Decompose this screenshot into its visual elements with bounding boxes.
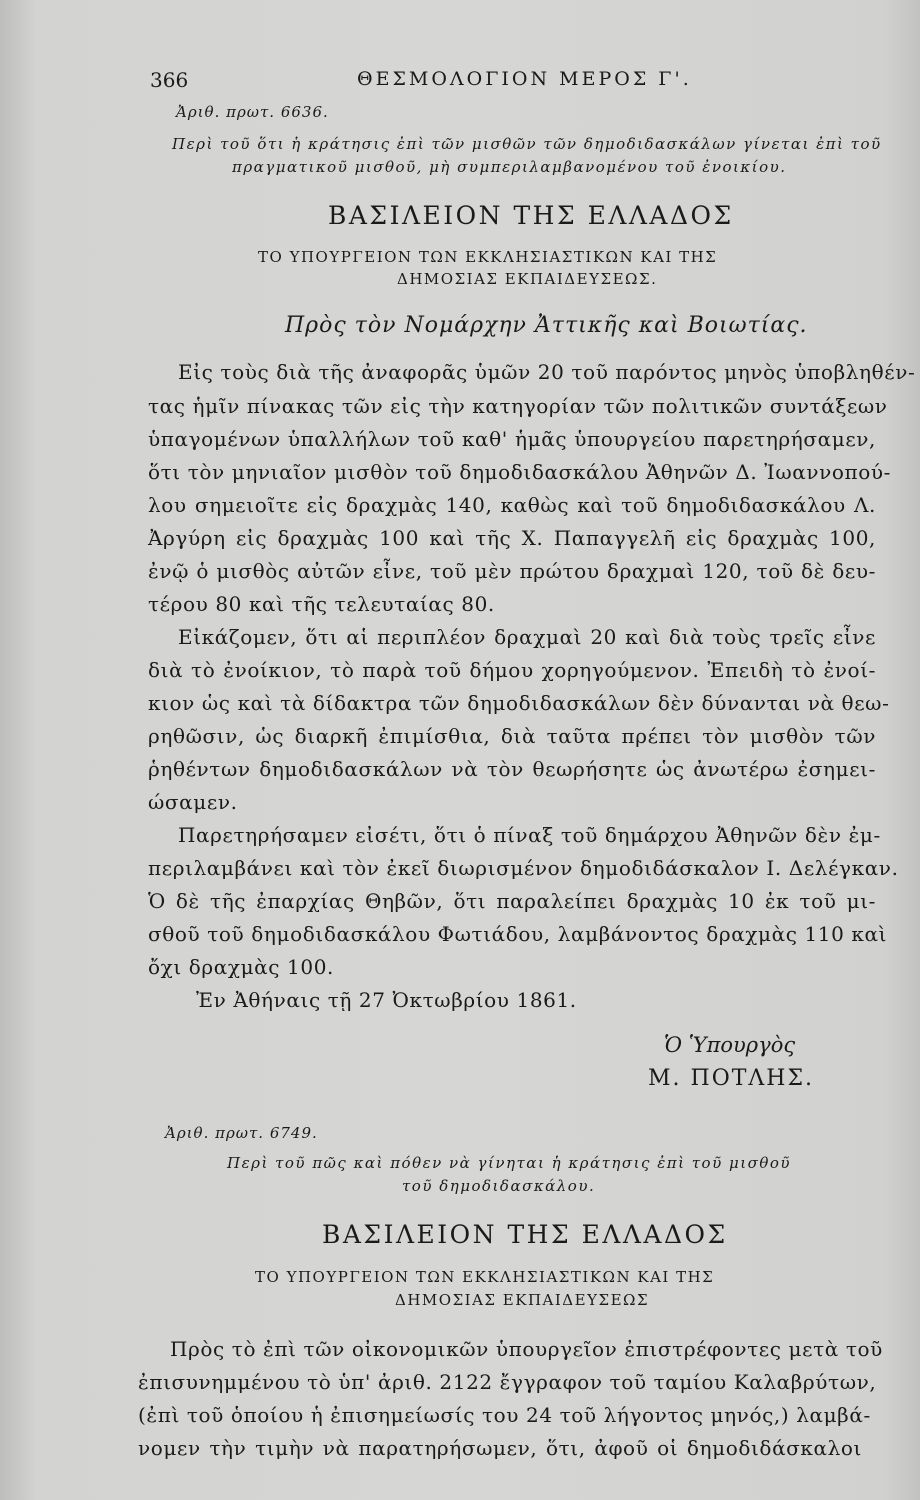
body-line: λου σημειοῖτε εἰς δραχμὰς 140, καθὼς καὶ τοῦ δημοδιδασκάλου Λ. — [148, 493, 876, 517]
body-line: ώσαμεν. — [148, 790, 238, 814]
body-line: σθοῦ τοῦ δημοδιδασκάλου Φωτιάδου, λαμβάνοντος δραχμὰς 110 καὶ — [148, 922, 888, 946]
doc2-kingdom-heading: ΒΑΣΙΛΕΙΟΝ ΤΗΣ ΕΛΛΑΔΟΣ — [322, 1220, 728, 1249]
body-line: Ἀργύρη εἰς δραχμὰς 100 καὶ τῆς Χ. Παπαγγελῆ εἰς δραχμὰς 100, — [148, 526, 876, 550]
body-line: (ἐπὶ τοῦ ὁποίου ἡ ἐπισημείωσίς του 24 τοῦ λήγοντος μηνός,) λαμβά- — [138, 1403, 871, 1427]
doc1-addressee: Πρὸς τὸν Νομάρχην Ἀττικῆς καὶ Βοιωτίας. — [285, 313, 808, 338]
body-line: Ὁ δὲ τῆς ἐπαρχίας Θηβῶν, ὅτι παραλείπει δραχμὰς 10 ἐκ τοῦ μι- — [148, 889, 876, 913]
body-line: διὰ τὸ ἐνοίκιον, τὸ παρὰ τοῦ δήμου χορηγούμενον. Ἐπειδὴ τὸ ἐνοί- — [148, 658, 876, 682]
body-line: κιον ὡς καὶ τὰ δίδακτρα τῶν δημοδιδασκάλων δὲν δύνανται νὰ θεω- — [148, 691, 890, 715]
doc1-ministry-heading: ΔΗΜΟΣΙΑΣ ΕΚΠΑΙΔΕΥΣΕΩΣ. — [397, 270, 658, 288]
body-line: νομεν τὴν τιμὴν νὰ παρατηρήσωμεν, ὅτι, ἀφοῦ οἱ δημοδιδάσκαλοι — [138, 1436, 862, 1460]
doc1-protocol-number: Ἀριθ. πρωτ. 6636. — [176, 103, 329, 121]
body-line: περιλαμβάνει καὶ τὸν ἐκεῖ διωρισμένον δημοδιδάσκαλον Ι. Δελέγκαν. — [148, 856, 899, 880]
signature-title: Ὁ Ὑπουργὸς — [664, 1033, 796, 1057]
body-line: ὑπαγομένων ὑπαλλήλων τοῦ καθ' ἡμᾶς ὑπουργείου παρετηρήσαμεν, — [148, 427, 876, 451]
doc2-ministry-heading: ΔΗΜΟΣΙΑΣ ΕΚΠΑΙΔΕΥΣΕΩΣ — [395, 1291, 650, 1309]
body-line: ἐπισυνημμένου τὸ ὑπ' ἀριθ. 2122 ἔγγραφον τοῦ ταμίου Καλαβρύτων, — [138, 1370, 877, 1394]
doc2-subject-line: τοῦ δημοδιδασκάλου. — [402, 1177, 596, 1195]
doc1-kingdom-heading: ΒΑΣΙΛΕΙΟΝ ΤΗΣ ΕΛΛΑΔΟΣ — [328, 201, 734, 230]
doc2-protocol-number: Ἀριθ. πρωτ. 6749. — [165, 1124, 318, 1142]
doc2-subject-line: Περὶ τοῦ πῶς καὶ πόθεν νὰ γίνηται ἡ κράτησις ἐπὶ τοῦ μισθοῦ — [227, 1154, 792, 1172]
doc1-subject-line: Περὶ τοῦ ὅτι ἡ κράτησις ἐπὶ τῶν μισθῶν τῶν δημοδιδασκάλων γίνεται ἐπὶ τοῦ — [172, 135, 882, 153]
body-line: Εἰκάζομεν, ὅτι αἱ περιπλέον δραχμαὶ 20 καὶ διὰ τοὺς τρεῖς εἶνε — [178, 625, 876, 649]
doc1-ministry-heading: ΤΟ ΥΠΟΥΡΓΕΙΟΝ ΤΩΝ ΕΚΚΛΗΣΙΑΣΤΙΚΩΝ ΚΑΙ ΤΗΣ — [258, 248, 718, 266]
body-line: τέρου 80 καὶ τῆς τελευταίας 80. — [148, 592, 495, 616]
body-line: Πρὸς τὸ ἐπὶ τῶν οἰκονομικῶν ὑπουργεῖον ἐπιστρέφοντες μετὰ τοῦ — [170, 1337, 883, 1361]
body-line: ἐνῷ ὁ μισθὸς αὐτῶν εἶνε, τοῦ μὲν πρώτου δραχμαὶ 120, τοῦ δὲ δευ- — [148, 559, 876, 583]
body-line: τας ἡμῖν πίνακας τῶν εἰς τὴν κατηγορίαν τῶν πολιτικῶν συντάξεων — [148, 394, 888, 418]
body-line: ὄχι δραχμὰς 100. — [148, 955, 334, 979]
page-number: 366 — [150, 68, 189, 92]
body-line: Εἰς τοὺς διὰ τῆς ἀναφορᾶς ὑμῶν 20 τοῦ παρόντος μηνὸς ὑποβληθέν- — [178, 360, 916, 384]
doc1-subject-line: πραγματικοῦ μισθοῦ, μὴ συμπεριλαμβανομένου τοῦ ἐνοικίου. — [232, 158, 787, 176]
body-line: Παρετηρήσαμεν εἰσέτι, ὅτι ὁ πίναξ τοῦ δημάρχου Ἀθηνῶν δὲν ἐμ- — [178, 823, 881, 847]
body-line: ρηθῶσιν, ὡς διαρκῆ ἐπιμίσθια, διὰ ταῦτα πρέπει τὸν μισθὸν τῶν — [148, 724, 876, 748]
signature-name: Μ. ΠΟΤΛΗΣ. — [648, 1066, 815, 1091]
body-line: ὅτι τὸν μηνιαῖον μισθὸν τοῦ δημοδιδασκάλου Ἀθηνῶν Δ. Ἰωαννοπού- — [148, 460, 892, 484]
body-line: ῥηθέντων δημοδιδασκάλων νὰ τὸν θεωρήσητε ὡς ἀνωτέρω ἐσημει- — [148, 757, 876, 781]
running-title: ΘΕΣΜΟΛΟΓΙΟΝ ΜΕΡΟΣ Γ'. — [357, 68, 692, 90]
date-line: Ἐν Ἀθήναις τῇ 27 Ὀκτωβρίου 1861. — [196, 988, 577, 1012]
doc2-ministry-heading: ΤΟ ΥΠΟΥΡΓΕΙΟΝ ΤΩΝ ΕΚΚΛΗΣΙΑΣΤΙΚΩΝ ΚΑΙ ΤΗΣ — [255, 1268, 715, 1286]
